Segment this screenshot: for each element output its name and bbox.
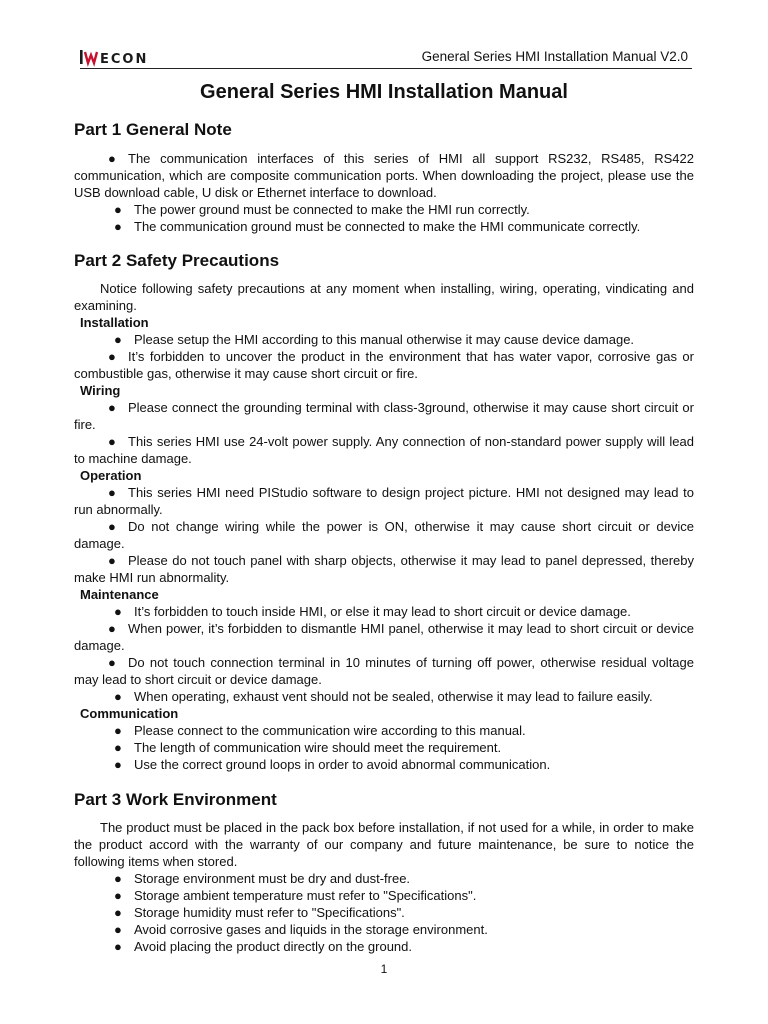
- bullet-icon: ●: [108, 434, 116, 449]
- list-item-text: When operating, exhaust vent should not be sealed, otherwise it may lead to failure easily.: [134, 689, 653, 704]
- bullet-icon: ●: [108, 519, 116, 534]
- list-item: [74, 552, 694, 586]
- list-item: [74, 484, 694, 518]
- bullet-icon: ●: [114, 604, 122, 619]
- list-item-text: The communication ground must be connected to make the HMI communicate correctly.: [134, 219, 641, 234]
- section-heading-operation: Operation: [80, 468, 142, 483]
- list-item-text: Please setup the HMI according to this manual otherwise it may cause device damage.: [134, 332, 635, 347]
- bullet-icon: ●: [108, 349, 116, 364]
- svg-text:ECON: ECON: [100, 52, 149, 67]
- list-item-text: Storage ambient temperature must refer to "Specifications".: [134, 888, 477, 903]
- list-item: [74, 739, 694, 756]
- page-header: [80, 46, 692, 68]
- bullet-icon: ●: [108, 400, 116, 415]
- list-item: [74, 938, 694, 955]
- list-item-text: Please do not touch panel with sharp objects, otherwise it may lead to panel depressed, thereby make HMI run abnormality.: [74, 553, 694, 585]
- list-item-text: It’s forbidden to uncover the product in the environment that has water vapor, corrosive gas or combustible gas, otherwise it may cause short circuit or fire.: [74, 349, 694, 381]
- bullet-icon: ●: [108, 655, 116, 670]
- list-item-text: This series HMI need PIStudio software to design project picture. HMI not designed may lead to run abnormally.: [74, 485, 694, 517]
- list-item: [74, 654, 694, 688]
- list-item-text: The power ground must be connected to make the HMI run correctly.: [134, 202, 530, 217]
- bullet-icon: ●: [114, 332, 122, 347]
- section-heading-maintenance: Maintenance: [80, 587, 159, 602]
- wecon-logo: [80, 47, 160, 67]
- list-item: [74, 518, 694, 552]
- section-heading-communication: Communication: [80, 706, 179, 721]
- list-item-text: This series HMI use 24-volt power supply. Any connection of non-standard power supply will lead to machine damage.: [74, 434, 694, 466]
- part1-heading: Part 1 General Note: [74, 120, 232, 139]
- list-item: [74, 921, 694, 938]
- bullet-icon: ●: [114, 922, 122, 937]
- bullet-icon: ●: [108, 553, 116, 568]
- part2-intro: Notice following safety precautions at any moment when installing, wiring, operating, vindicating and examining.: [74, 281, 694, 313]
- bullet-icon: ●: [114, 871, 122, 886]
- list-item-text: Do not touch connection terminal in 10 minutes of turning off power, otherwise residual voltage may lead to short circuit or device damage.: [74, 655, 694, 687]
- section-heading-installation: Installation: [80, 315, 149, 330]
- part1-body: [74, 150, 694, 235]
- list-item: [74, 331, 694, 348]
- list-item-text: Please connect to the communication wire according to this manual.: [134, 723, 526, 738]
- list-item: [74, 904, 694, 921]
- list-item: [74, 870, 694, 887]
- list-item-text: Storage environment must be dry and dust-free.: [134, 871, 411, 886]
- part2-heading: Part 2 Safety Precautions: [74, 251, 280, 270]
- list-item: [74, 218, 694, 235]
- list-item-text: It’s forbidden to touch inside HMI, or else it may lead to short circuit or device damage.: [134, 604, 631, 619]
- list-item-text: Use the correct ground loops in order to avoid abnormal communication.: [134, 757, 551, 772]
- bullet-icon: ●: [108, 485, 116, 500]
- part2-body: [74, 280, 694, 773]
- header-title: General Series HMI Installation Manual V2.0: [421, 49, 688, 64]
- list-item-text: The communication interfaces of this series of HMI all support RS232, RS485, RS422 communication, which are composite communication ports. When downloading the project, please use the USB download cable, U disk or Ethernet interface to download.: [74, 151, 694, 200]
- bullet-icon: ●: [114, 740, 122, 755]
- part3-intro: The product must be placed in the pack box before installation, if not used for a while, in order to make the product accord with the warranty of our company and future maintenance, be sure to notice the following items when stored.: [74, 820, 694, 869]
- bullet-icon: ●: [114, 219, 122, 234]
- bullet-icon: ●: [114, 202, 122, 217]
- bullet-icon: ●: [108, 621, 116, 636]
- list-item-text: The length of communication wire should meet the requirement.: [134, 740, 502, 755]
- list-item: [74, 399, 694, 433]
- part3-body: [74, 819, 694, 955]
- part3-heading: Part 3 Work Environment: [74, 790, 277, 809]
- list-item-text: Avoid placing the product directly on the ground.: [134, 939, 412, 954]
- list-item-text: Avoid corrosive gases and liquids in the storage environment.: [134, 922, 488, 937]
- list-item: [74, 603, 694, 620]
- list-item: [74, 722, 694, 739]
- bullet-icon: ●: [114, 757, 122, 772]
- list-item: [74, 887, 694, 904]
- list-item-text: When power, it’s forbidden to dismantle HMI panel, otherwise it may lead to short circuit or device damage.: [74, 621, 694, 653]
- list-item: [74, 688, 694, 705]
- list-item: [74, 433, 694, 467]
- list-item: [74, 620, 694, 654]
- list-item: [74, 150, 694, 201]
- page-number: 1: [380, 962, 388, 976]
- bullet-icon: ●: [108, 151, 116, 166]
- list-item-text: Please connect the grounding terminal with class-3ground, otherwise it may cause short circuit or fire.: [74, 400, 694, 432]
- document-title: General Series HMI Installation Manual: [200, 81, 568, 103]
- section-heading-wiring: Wiring: [80, 383, 121, 398]
- bullet-icon: ●: [114, 689, 122, 704]
- list-item: [74, 756, 694, 773]
- bullet-icon: ●: [114, 939, 122, 954]
- bullet-icon: ●: [114, 723, 122, 738]
- header-divider: [80, 68, 692, 69]
- bullet-icon: ●: [114, 905, 122, 920]
- list-item: [74, 201, 694, 218]
- list-item-text: Do not change wiring while the power is ON, otherwise it may cause short circuit or device damage.: [74, 519, 694, 551]
- list-item-text: Storage humidity must refer to "Specifications".: [134, 905, 405, 920]
- bullet-icon: ●: [114, 888, 122, 903]
- list-item: [74, 348, 694, 382]
